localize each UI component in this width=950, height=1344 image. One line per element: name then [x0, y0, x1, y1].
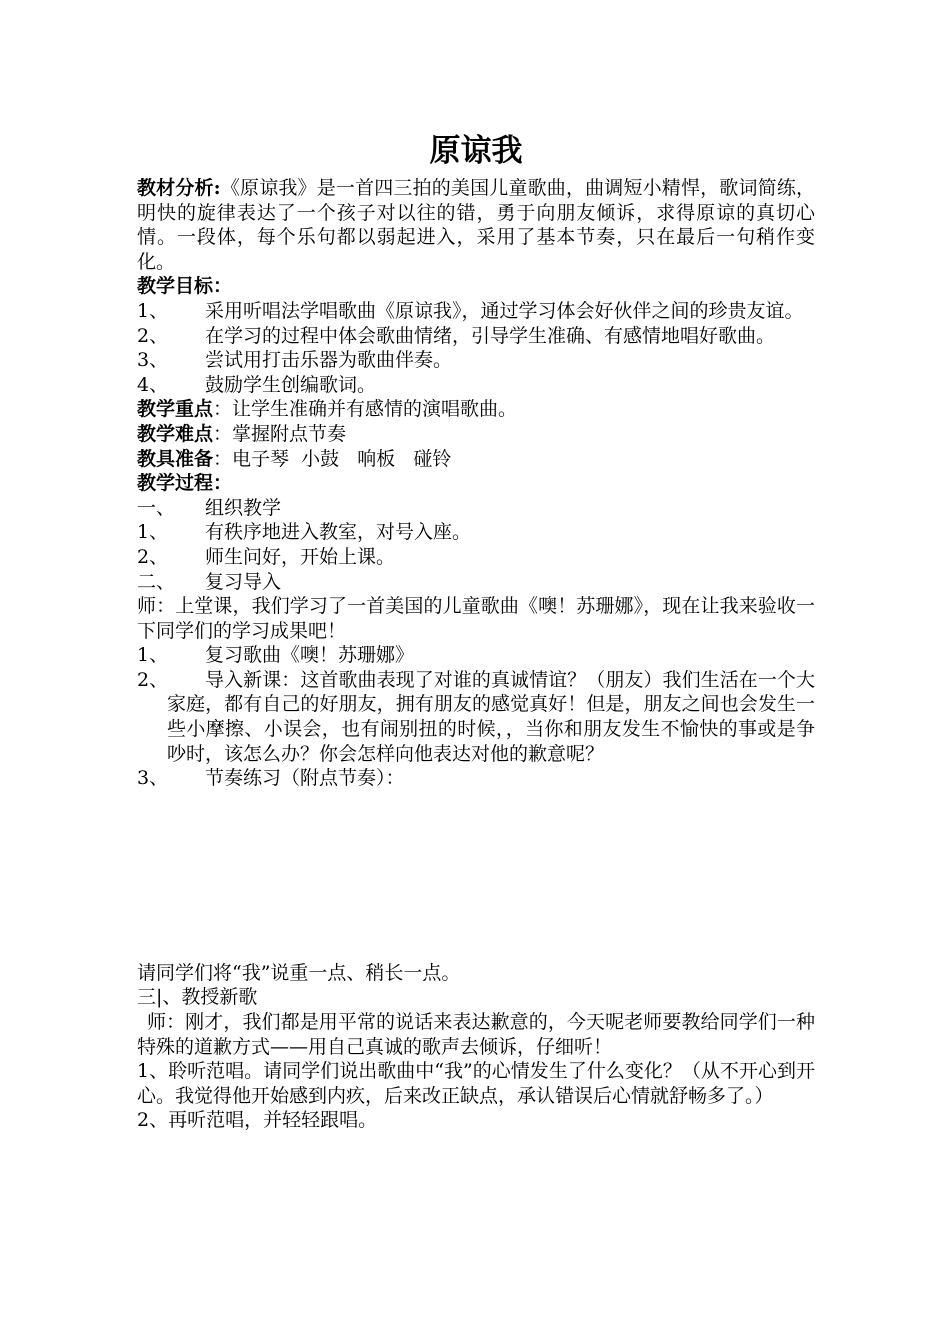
goal-item-3 — [137, 348, 815, 373]
item-number: 1、 — [137, 521, 169, 544]
goal-item-1 — [137, 299, 815, 324]
tools-line — [137, 447, 815, 472]
item-text: 复习歌曲《噢！苏珊娜》 — [205, 644, 415, 667]
section-number: 一、 — [137, 496, 176, 519]
rhythm-notation-area — [137, 791, 815, 961]
goal-item-4 — [137, 373, 815, 398]
section-1-item-1 — [137, 520, 815, 545]
item-number: 2、 — [137, 545, 169, 568]
section-title: 复习导入 — [205, 570, 282, 593]
document-content — [137, 128, 815, 1133]
section-2-intro: 师：上堂课，我们学习了一首美国的儿童歌曲《噢！苏珊娜》，现在让我来验收一下同学们的学习成果吧！ — [137, 595, 815, 642]
key-point-line — [137, 397, 815, 422]
goal-text: 尝试用打击乐器为歌曲伴奏。 — [205, 349, 453, 372]
process-heading: 教学过程： — [137, 472, 233, 495]
key-point-text: ：让学生准确并有感情的演唱歌曲。 — [213, 398, 518, 421]
item-text: 节奏练习（附点节奏）： — [205, 767, 405, 790]
difficulty-label: 教学难点 — [137, 422, 214, 445]
goal-number: 4、 — [137, 373, 169, 396]
section-3-step-1: 1、聆听范唱。请同学们说出歌曲中“我”的心情发生了什么变化？（从不开心到开心。我觉得他开始感到内疚，后来改正缺点，承认错误后心情就舒畅多了。） — [137, 1060, 815, 1107]
analysis-text: 《原谅我》是一首四三拍的美国儿童歌曲，曲调短小精悍，歌词简练，明快的旋律表达了一个孩子对以往的错，勇于向朋友倾诉，求得原谅的真切心情。一段体，每个乐句都以弱起进入，采用了基本节奏，只在最后一句稍作变化。 — [137, 177, 815, 273]
item-number: 3、 — [137, 767, 169, 790]
section-3-intro: 师：刚才，我们都是用平常的说话来表达歉意的，今天呢老师要教给同学们一种特殊的道歉方式——用自己真诚的歌声去倾诉，仔细听！ — [137, 1011, 815, 1058]
section-1-item-2 — [137, 545, 815, 570]
goal-number: 1、 — [137, 299, 169, 322]
item-number: 1、 — [137, 644, 169, 667]
after-rhythm-line: 请同学们将“我”说重一点、稍长一点。 — [137, 961, 461, 984]
section-2-item-3 — [137, 766, 815, 791]
key-point-label: 教学重点 — [137, 398, 214, 421]
tools-text: ：电子琴 小鼓 响板 碰铃 — [213, 447, 452, 470]
goal-number: 3、 — [137, 349, 169, 372]
goal-text: 鼓励学生创编歌词。 — [205, 373, 377, 396]
tools-label: 教具准备 — [137, 447, 214, 470]
section-2-item-2 — [137, 668, 815, 766]
analysis-label: 教材分析: — [137, 177, 221, 199]
section-3-heading: 三|、教授新歌 — [137, 986, 258, 1009]
page-title: 原谅我 — [429, 133, 523, 169]
difficulty-text: ：掌握附点节奏 — [213, 422, 347, 445]
goals-heading: 教学目标： — [137, 275, 233, 298]
analysis-paragraph — [137, 176, 815, 274]
item-text: 导入新课：这首歌曲表现了对谁的真诚情谊？（朋友）我们生活在一个大家庭，都有自己的好朋友，拥有朋友的感觉真好！但是，朋友之间也会发生一些小摩擦、小误会，也有闹别扭的时候，，当你和朋友发生不愉快的事或是争吵时，该怎么办？你会怎样向他表达对他的歉意呢？ — [167, 668, 815, 765]
goal-text: 采用听唱法学唱歌曲《原谅我》，通过学习体会好伙伴之间的珍贵友谊。 — [205, 299, 804, 322]
difficulty-line — [137, 422, 815, 447]
section-1-heading — [137, 496, 815, 521]
section-2-item-1 — [137, 643, 815, 668]
section-title: 组织教学 — [205, 496, 282, 519]
item-number: 2、 — [137, 668, 169, 691]
item-text: 师生问好，开始上课。 — [205, 545, 396, 568]
goal-text: 在学习的过程中体会歌曲情绪，引导学生准确、有感情地唱好歌曲。 — [205, 324, 776, 347]
goal-item-2 — [137, 324, 815, 349]
section-2-heading — [137, 570, 815, 595]
goal-number: 2、 — [137, 324, 169, 347]
item-text: 有秩序地进入教室，对号入座。 — [205, 521, 472, 544]
section-number: 二、 — [137, 570, 176, 593]
section-3-step-2: 2、再听范唱，并轻轻跟唱。 — [137, 1109, 378, 1132]
